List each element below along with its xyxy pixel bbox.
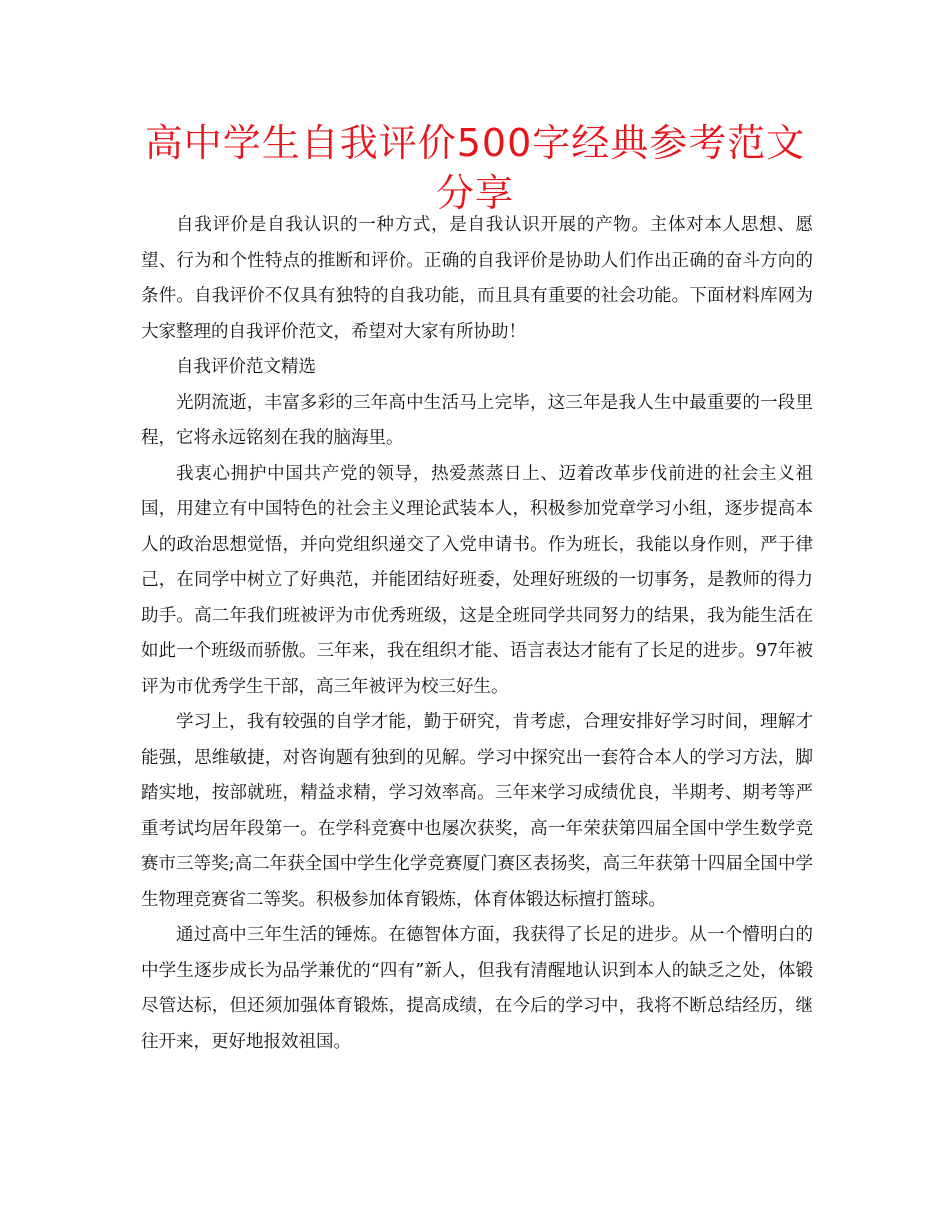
paragraph: 我衷心拥护中国共产党的领导，热爱蒸蒸日上、迈着改革步伐前进的社会主义祖国，用建立有中国特色的社会主义理论武装本人，积极参加党章学习小组，逐步提高本人的政治思想觉悟，并向党组织递交了入党申请书。作为班长，我能以身作则，严于律己，在同学中树立了好典范，并能团结好班委，处理好班级的一切事务，是教师的得力助手。高二年我们班被评为市优秀班级，这是全班同学共同努力的结果，我为能生活在如此一个班级而骄傲。三年来，我在组织才能、语言表达才能有了长足的进步。97年被评为市优秀学生干部，高三年被评为校三好生。 [141, 463, 813, 697]
document-title: 高中学生自我评价500字经典参考范文分享 [144, 121, 806, 215]
paragraph: 光阴流逝，丰富多彩的三年高中生活马上完毕，这三年是我人生中最重要的一段里程，它将永远铭刻在我的脑海里。 [141, 392, 813, 448]
paragraph: 学习上，我有较强的自学才能，勤于研究，肯考虑，合理安排好学习时间，理解才能强，思维敏捷，对咨询题有独到的见解。学习中探究出一套符合本人的学习方法，脚踏实地，按部就班，精益求精，学习效率高。三年来学习成绩优良，半期考、期考等严重考试均居年段第一。在学科竞赛中也屡次获奖，高一年荣获第四届全国中学生数学竞赛市三等奖;高二年获全国中学生化学竞赛厦门赛区表扬奖，高三年获第十四届全国中学生物理竞赛省二等奖。积极参加体育锻炼，体育体锻达标擅打篮球。 [141, 712, 813, 910]
section-heading: 自我评价范文精选 [176, 357, 316, 377]
intro-paragraph: 自我评价是自我认识的一种方式，是自我认识开展的产物。主体对本人思想、愿望、行为和个性特点的推断和评价。正确的自我评价是协助人们作出正确的奋斗方向的条件。自我评价不仅具有独特的自我功能，而且具有重要的社会功能。下面材料库网为大家整理的自我评价范文，希望对大家有所协助！ [141, 215, 813, 342]
document-body [141, 208, 813, 1060]
paragraph: 通过高中三年生活的锤炼。在德智体方面，我获得了长足的进步。从一个懵明白的中学生逐步成长为品学兼优的“四有”新人，但我有清醒地认识到本人的缺乏之处，体锻尽管达标，但还须加强体育锻炼，提高成绩，在今后的学习中，我将不断总结经历，继往开来，更好地报效祖国。 [141, 925, 813, 1052]
